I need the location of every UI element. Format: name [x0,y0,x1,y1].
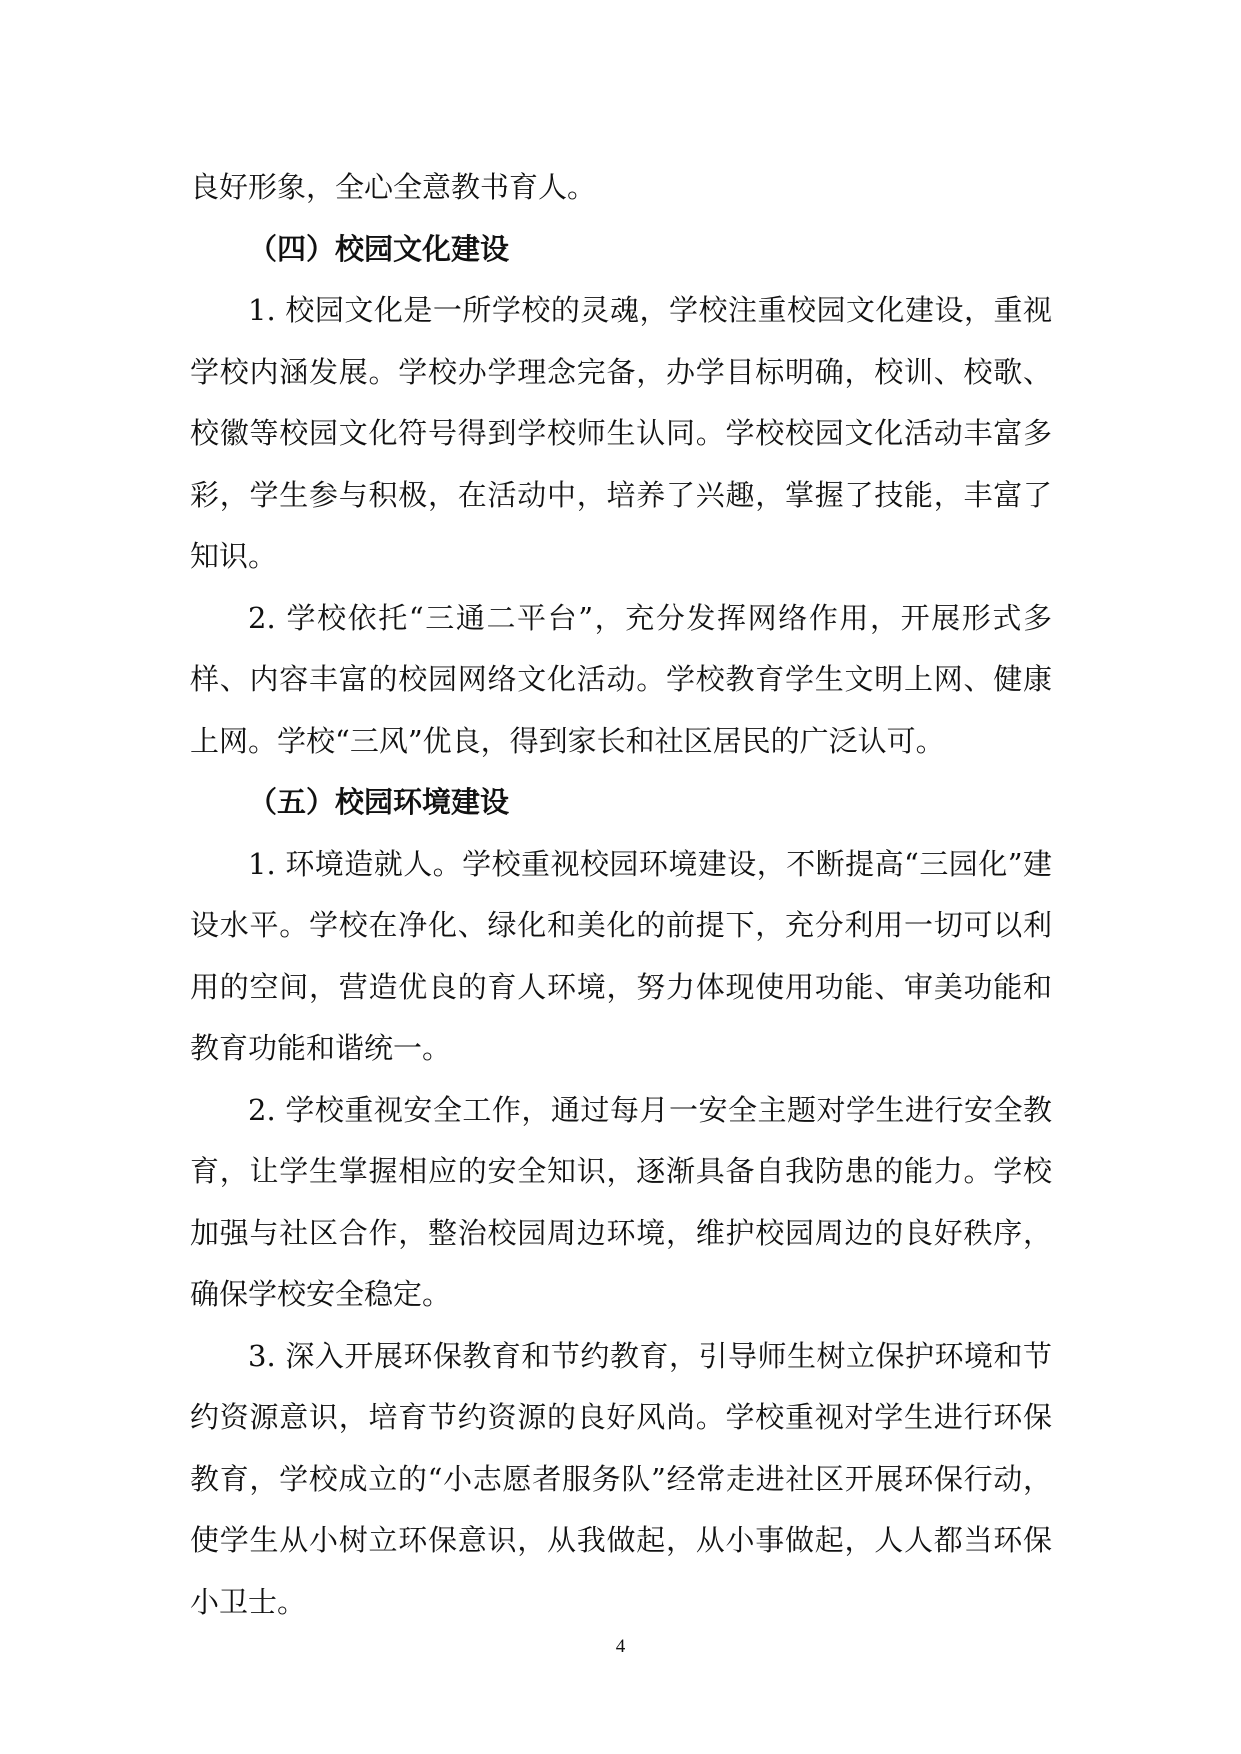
paragraph-culture-1: 1. 校园文化是一所学校的灵魂，学校注重校园文化建设，重视学校内涵发展。学校办学理念完备，办学目标明确，校训、校歌、校徽等校园文化符号得到学校师生认同。学校校园文化活动丰富多彩，学生参与积极，在活动中，培养了兴趣，掌握了技能，丰富了知识。 [190,293,1052,573]
document-body [190,157,1052,1633]
section-heading-campus-culture: （四）校园文化建设 [248,231,510,266]
paragraph-continued: 良好形象，全心全意教书育人。 [190,170,597,204]
section-heading-campus-environment: （五）校园环境建设 [248,785,510,819]
paragraph-environment-3: 3. 深入开展环保教育和节约教育，引导师生树立保护环境和节约资源意识，培育节约资源的良好风尚。学校重视对学生进行环保教育，学校成立的“小志愿者服务队”经常走进社区开展环保行动，使学生从小树立环保意识，从我做起，从小事做起，人人都当环保小卫士。 [190,1338,1052,1619]
page-number: 4 [615,1636,626,1657]
paragraph-environment-1: 1. 环境造就人。学校重视校园环境建设，不断提高“三园化”建设水平。学校在净化、绿化和美化的前提下，充分利用一切可以利用的空间，营造优良的育人环境，努力体现使用功能、审美功能和教育功能和谐统一。 [190,846,1052,1065]
paragraph-culture-2: 2. 学校依托“三通二平台”，充分发挥网络作用，开展形式多样、内容丰富的校园网络文化活动。学校教育学生文明上网、健康上网。学校“三风”优良，得到家长和社区居民的广泛认可。 [190,600,1052,758]
paragraph-environment-2: 2. 学校重视安全工作，通过每月一安全主题对学生进行安全教育，让学生掌握相应的安全知识，逐渐具备自我防患的能力。学校加强与社区合作，整治校园周边环境，维护校园周边的良好秩序，确保学校安全稳定。 [190,1092,1052,1311]
